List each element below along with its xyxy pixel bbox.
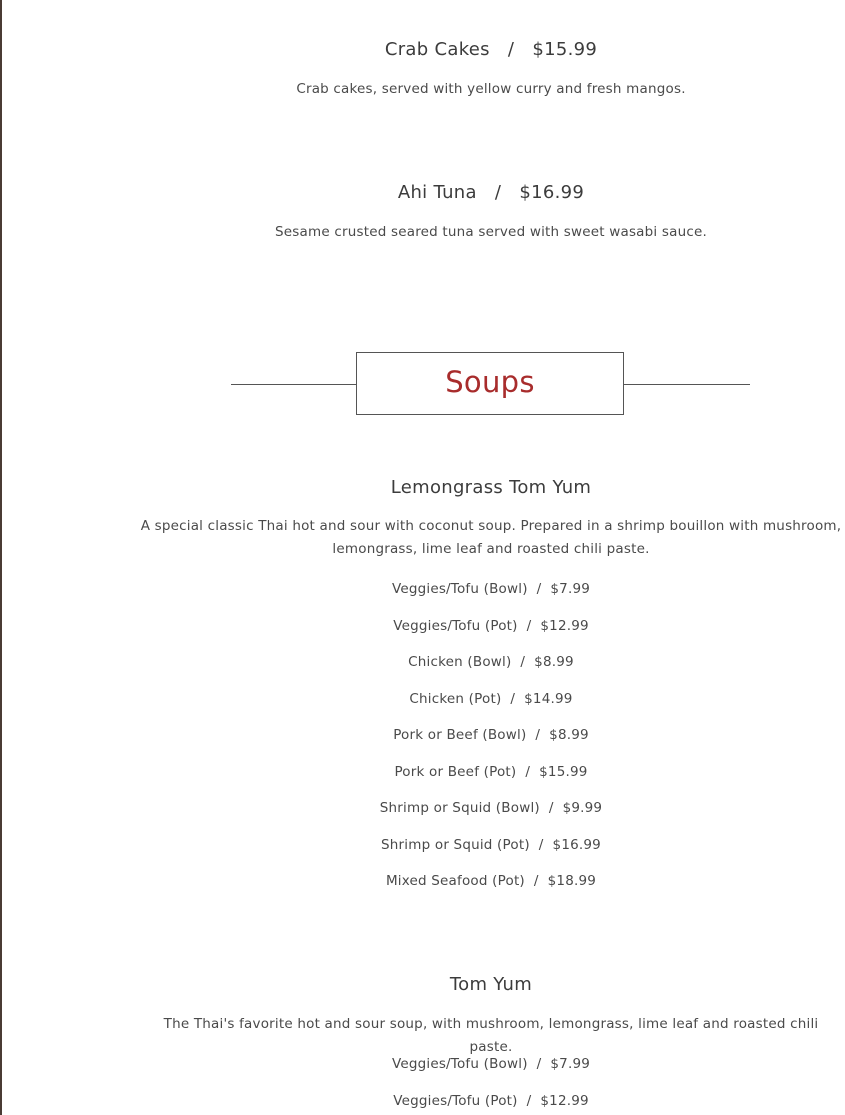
price-option-label: Shrimp or Squid (Bowl) xyxy=(379,800,540,816)
price-option-separator: / xyxy=(516,763,540,780)
price-option xyxy=(140,798,842,818)
price-option-price: $7.99 xyxy=(550,1056,591,1072)
price-option-label: Veggies/Tofu (Bowl) xyxy=(391,1056,528,1072)
price-option xyxy=(140,725,842,745)
section-heading-box xyxy=(356,352,624,415)
price-option-separator: / xyxy=(527,1056,551,1072)
price-option xyxy=(140,1091,842,1111)
menu-item-title-crab-cakes xyxy=(140,38,842,62)
price-option-label: Chicken (Pot) xyxy=(409,690,502,707)
price-option-label: Veggies/Tofu (Pot) xyxy=(393,617,518,634)
menu-item-description: Sesame crusted seared tuna served with sweet wasabi sauce. xyxy=(275,224,707,240)
price-option-separator: / xyxy=(517,1092,541,1109)
price-option-separator: / xyxy=(526,727,550,743)
menu-item-title-ahi-tuna xyxy=(140,181,842,205)
price-option-label: Pork or Beef (Bowl) xyxy=(393,727,527,743)
item-name: Crab Cakes xyxy=(384,39,490,60)
price-option-price: $12.99 xyxy=(540,1092,589,1109)
price-option xyxy=(140,871,842,891)
menu-item-title-tom-yum: Tom Yum xyxy=(449,974,533,995)
price-option-separator: / xyxy=(539,800,563,816)
item-name: Ahi Tuna xyxy=(397,182,477,203)
price-option-separator: / xyxy=(527,581,551,597)
price-option xyxy=(140,579,842,599)
price-option xyxy=(140,1054,842,1074)
description-line: A special classic Thai hot and sour with coconut soup. Prepared in a shrimp bouillon with mushroom, xyxy=(140,518,842,534)
price-option-label: Shrimp or Squid (Pot) xyxy=(381,836,530,853)
price-option-label: Mixed Seafood (Pot) xyxy=(385,873,525,889)
price-option-price: $9.99 xyxy=(562,800,603,816)
price-option-separator: / xyxy=(529,836,553,853)
price-option-price: $16.99 xyxy=(552,836,601,853)
page-left-border xyxy=(0,0,2,1115)
item-separator: / xyxy=(494,182,502,203)
section-divider-left xyxy=(231,384,356,385)
price-option-price: $8.99 xyxy=(549,727,589,743)
price-option-price: $7.99 xyxy=(550,581,591,597)
price-option-separator: / xyxy=(517,617,541,634)
price-option-price: $14.99 xyxy=(524,690,573,707)
item-price: $15.99 xyxy=(532,39,598,60)
item-price: $16.99 xyxy=(519,182,585,203)
price-option-separator: / xyxy=(501,690,525,707)
price-option xyxy=(140,762,842,782)
price-option-label: Veggies/Tofu (Pot) xyxy=(393,1092,518,1109)
menu-item-description: The Thai's favorite hot and sour soup, with mushroom, lemongrass, lime leaf and roasted chili paste. xyxy=(163,1016,819,1055)
price-option-price: $18.99 xyxy=(547,873,597,889)
price-option-price: $15.99 xyxy=(539,763,588,780)
price-option xyxy=(140,652,842,672)
price-option-price: $8.99 xyxy=(534,654,574,670)
section-divider-right xyxy=(624,384,750,385)
menu-item-description xyxy=(140,515,842,561)
price-option-price: $12.99 xyxy=(540,617,589,634)
item-separator: / xyxy=(507,39,515,60)
section-title: Soups xyxy=(445,365,535,399)
description-line: lemongrass, lime leaf and roasted chili paste. xyxy=(332,541,650,557)
price-option-label: Veggies/Tofu (Bowl) xyxy=(391,581,528,597)
price-option-label: Chicken (Bowl) xyxy=(408,654,512,670)
price-option-separator: / xyxy=(524,873,548,889)
menu-item-title-lemongrass-tom-yum: Lemongrass Tom Yum xyxy=(390,477,592,498)
menu-item-description: Crab cakes, served with yellow curry and fresh mangos. xyxy=(296,81,686,97)
price-option-separator: / xyxy=(511,654,535,670)
price-option xyxy=(140,616,842,636)
price-option xyxy=(140,689,842,709)
price-option xyxy=(140,835,842,855)
price-option-label: Pork or Beef (Pot) xyxy=(394,763,517,780)
